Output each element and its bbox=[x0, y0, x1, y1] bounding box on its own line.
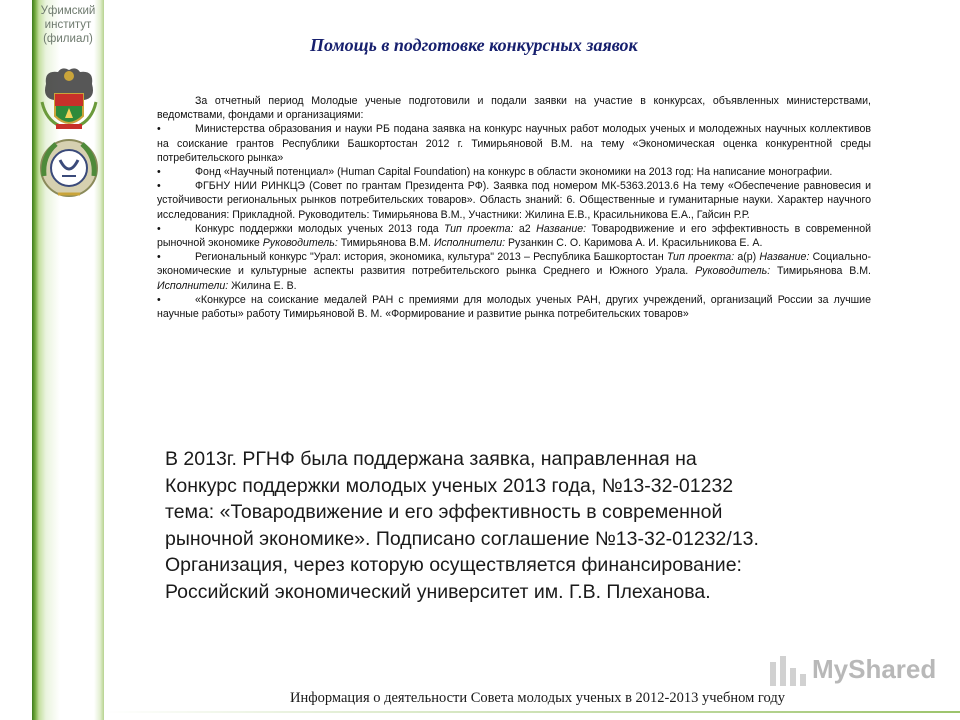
list-item-text: Жилина Е. В. bbox=[228, 279, 297, 292]
list-item-text: а(р) bbox=[734, 251, 760, 264]
page-title: Помощь в подготовке конкурсных заявок bbox=[310, 35, 638, 55]
list-item-text: Социально-экономические и культурные аспекты развития потребительского рынка Среднего и Южного Урала. bbox=[157, 251, 871, 278]
list-item-text: «Конкурсе на соискание медалей РАН с премиями для молодых ученых РАН, других учреждений, организаций России за лучшие научные работы» работу Тимирьяновой В. М. «Формирование и развитие рынка потребительских товаров» bbox=[157, 293, 871, 321]
field-label: Тип проекта: bbox=[444, 222, 514, 235]
list-item-text: Региональный конкурс "Урал: история, экономика, культура" 2013 – Республика Башкортостан bbox=[195, 251, 667, 264]
list-item bbox=[157, 122, 871, 165]
applications-text-block bbox=[157, 94, 871, 321]
list-item bbox=[157, 222, 871, 250]
list-item bbox=[157, 179, 871, 222]
summary-line: Конкурс поддержки молодых ученых 2013 года, №13-32-01232 bbox=[165, 474, 734, 497]
list-item-text: Министерства образования и науки РБ подана заявка на конкурс научных работ молодых ученых и молодежных научных коллективов на соискание грантов Республики Башкортостан 2012 г. Тимирьяновой В.М. на тему «Экономическая оценка конкурентной среды потребительского рынка» bbox=[157, 123, 871, 164]
field-label: Название: bbox=[759, 251, 810, 264]
bullet-icon: • bbox=[157, 222, 161, 235]
list-item-text: а2 bbox=[513, 222, 537, 235]
field-label: Тип проекта: bbox=[666, 251, 735, 264]
bullet-icon: • bbox=[157, 180, 161, 193]
footer-caption: Информация о деятельности Совета молодых ученых в 2012-2013 учебном году bbox=[290, 690, 785, 706]
summary-line: Организация, через которую осуществляется финансирование: bbox=[165, 554, 742, 577]
summary-paragraph bbox=[165, 446, 925, 606]
field-label: Руководитель: bbox=[695, 265, 771, 278]
institute-label bbox=[32, 4, 104, 46]
bullet-icon: • bbox=[157, 293, 161, 306]
summary-line: Российский экономический университет им. Г.В. Плеханова. bbox=[165, 580, 711, 603]
bullet-icon: • bbox=[157, 251, 161, 264]
list-item-text: Фонд «Научный потенциал» (Human Capital Foundation) на конкурс в области экономики на 2013 год: На написание монографии. bbox=[195, 166, 833, 179]
list-item-text: Тимирьянова В.М. bbox=[337, 237, 434, 250]
field-label: Название: bbox=[536, 222, 587, 235]
watermark-text: MyShared bbox=[812, 654, 937, 684]
coat-of-arms-icon bbox=[40, 64, 98, 132]
list-item bbox=[157, 165, 871, 179]
summary-line: В 2013г. РГНФ была поддержана заявка, направленная на bbox=[165, 448, 697, 470]
university-emblem-icon bbox=[38, 136, 100, 200]
bullet-icon: • bbox=[157, 166, 161, 179]
list-item bbox=[157, 293, 871, 321]
bullet-icon: • bbox=[157, 123, 161, 136]
institute-line-1: Уфимский bbox=[40, 5, 96, 17]
institute-line-2: институт bbox=[44, 19, 92, 31]
field-label: Руководитель: bbox=[262, 237, 338, 250]
summary-line: рыночной экономике». Подписано соглашение №13-32-01232/13. bbox=[165, 527, 759, 550]
list-item bbox=[157, 250, 871, 293]
field-label: Исполнители: bbox=[157, 279, 229, 292]
list-item-text: Тимирьянова В.М. bbox=[770, 265, 872, 278]
institute-line-3: (филиал) bbox=[43, 33, 93, 45]
intro-paragraph: За отчетный период Молодые ученые подготовили и подали заявки на участие в конкурсах, объявленных министерствами, ведомствами, фондами и организациями: bbox=[157, 95, 871, 122]
summary-line: тема: «Товародвижение и его эффективность в современной bbox=[165, 501, 723, 524]
footer-divider bbox=[104, 711, 960, 713]
list-item-text: Товародвижение и его эффективность в современной рыночной экономике bbox=[157, 222, 872, 250]
list-item-text: Рузанкин С. О. Каримова А. И. Красильникова Е. А. bbox=[505, 237, 763, 250]
list-item-text: Конкурс поддержки молодых ученых 2013 года bbox=[195, 222, 445, 235]
field-label: Исполнители: bbox=[433, 237, 506, 250]
list-item-text: ФГБНУ НИИ РИНКЦЭ (Совет по грантам Президента РФ). Заявка под номером МК-5363.2013.6 На тему «Обеспечение равновесия и устойчивости региональных рынков потребительских товаров». Область знаний: 6. Общественные и гуманитарные науки. Характер научного исследования: Прикладной. Руководитель: Тимирьянова В.М., Участники: Жилина Е.В., Красильникова Е.А., Гайсин Р.Р. bbox=[157, 180, 871, 221]
